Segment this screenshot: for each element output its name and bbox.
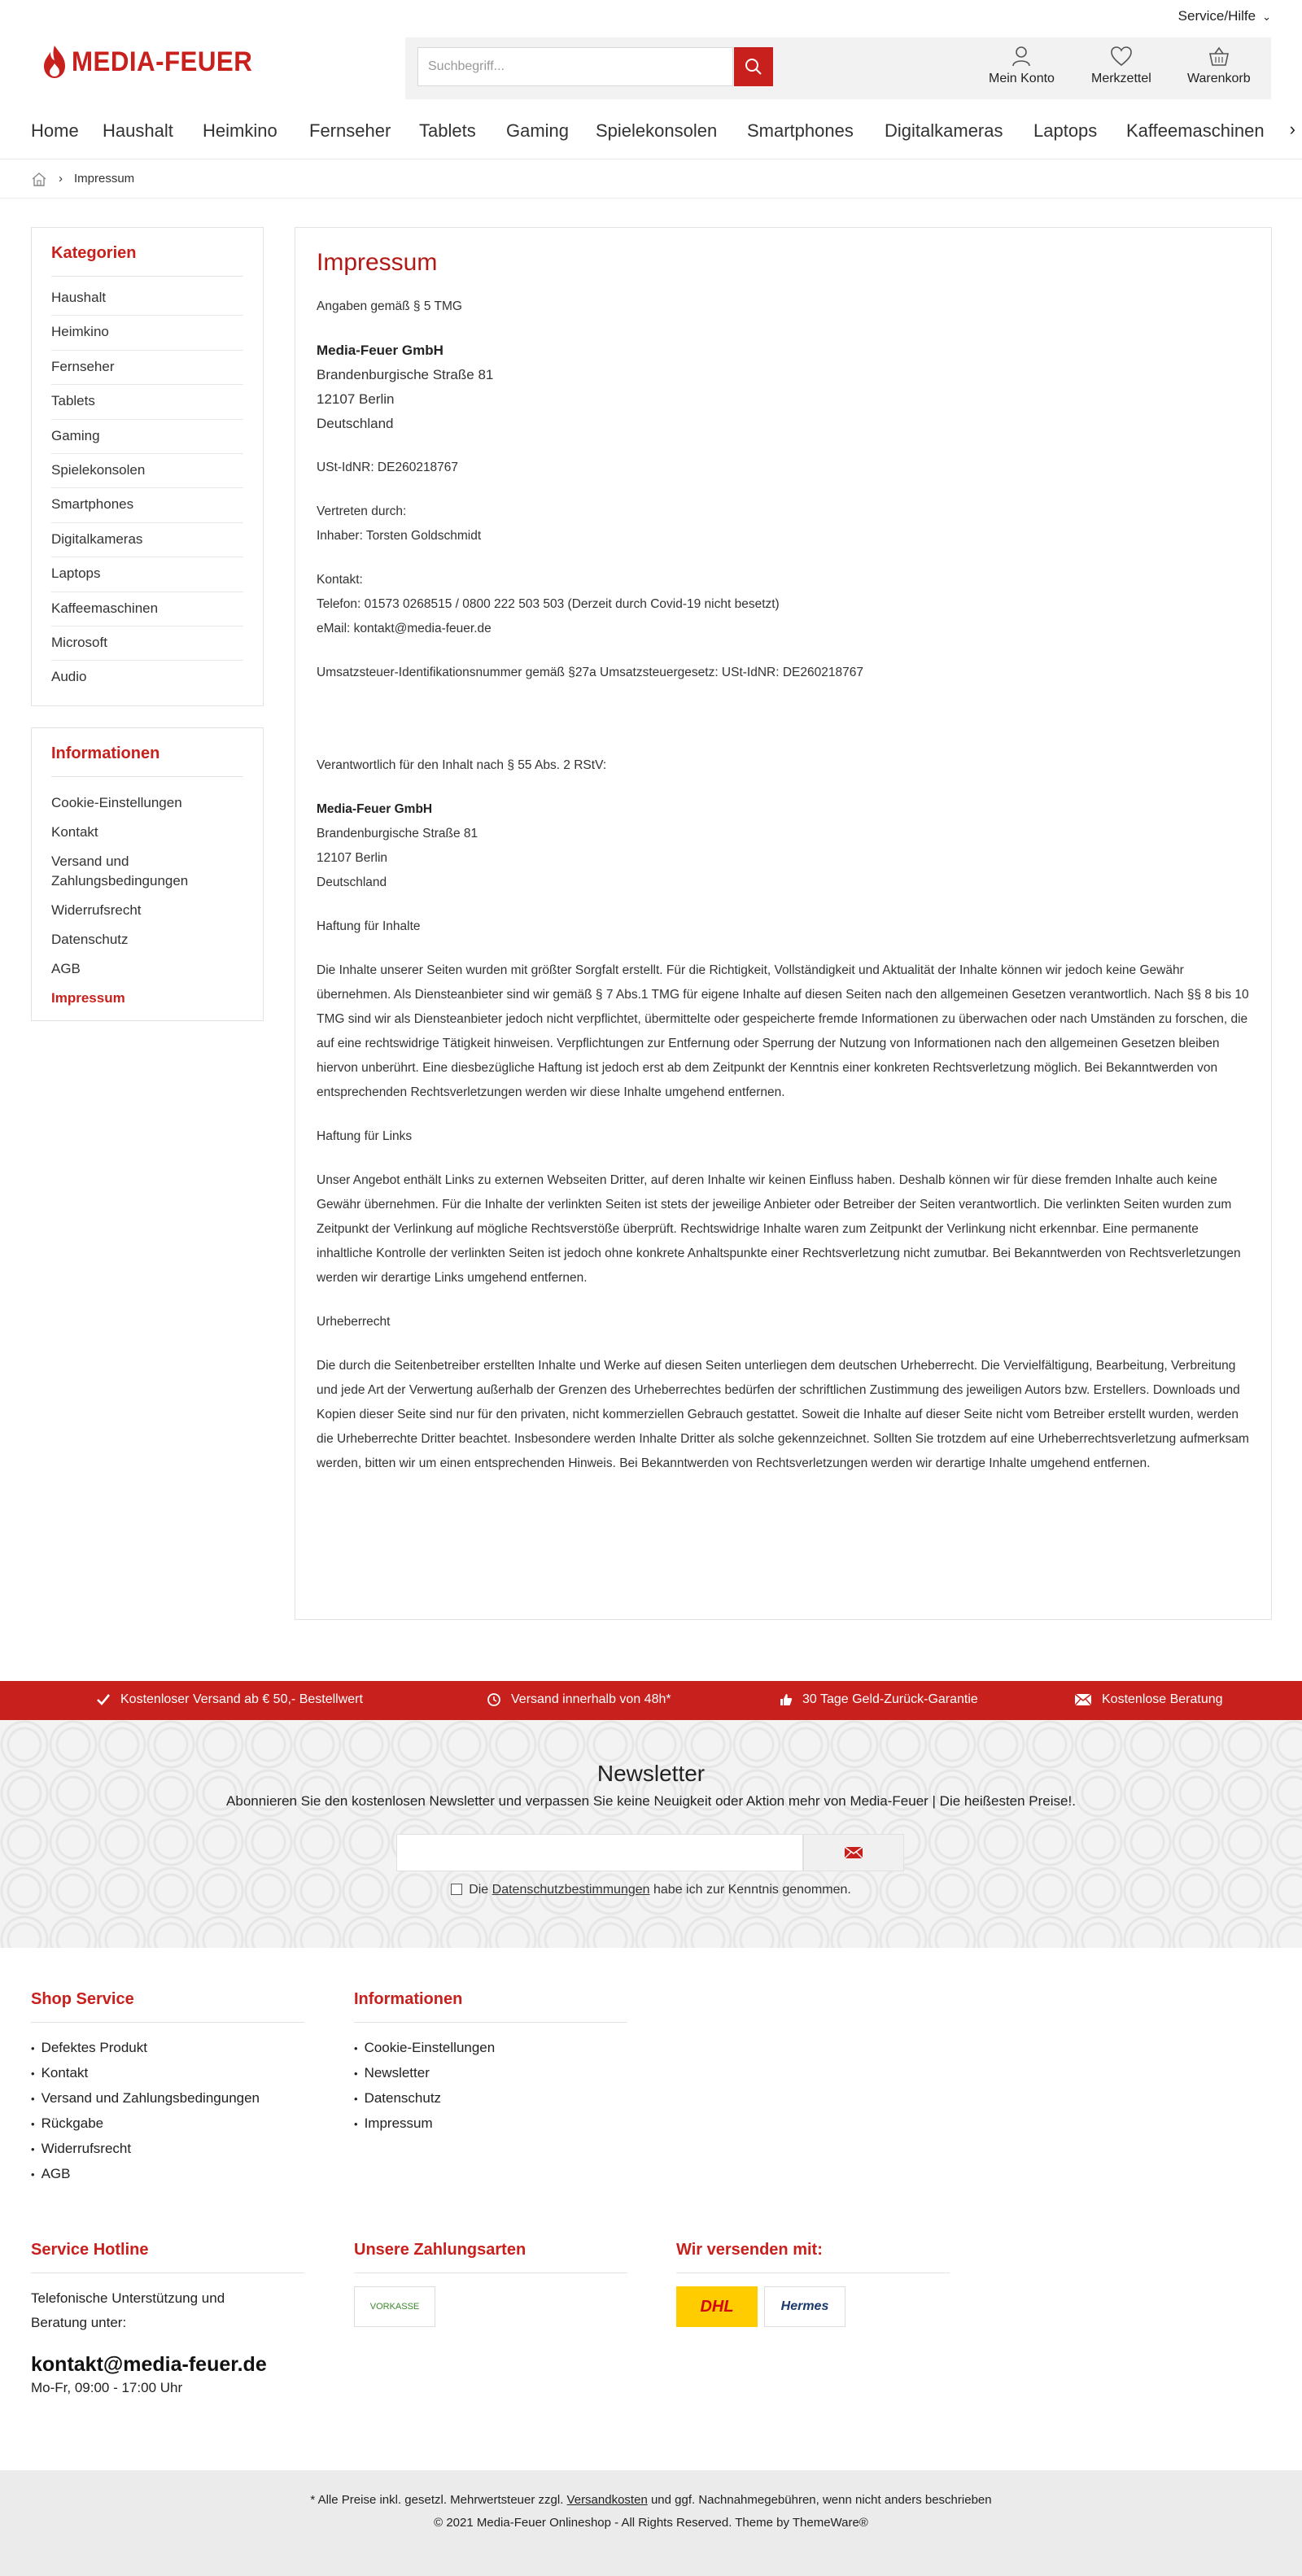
privacy-link[interactable]: Datenschutzbestimmungen xyxy=(492,1883,650,1897)
nav-item-smartphones[interactable]: Smartphones xyxy=(747,120,854,141)
usp-item-delivery xyxy=(487,1692,671,1707)
sidebar-item-digitalkameras[interactable]: Digitalkameras xyxy=(51,523,243,557)
sidebar-item-cookie[interactable]: Cookie-Einstellungen xyxy=(51,795,182,810)
main-nav xyxy=(0,103,1302,159)
footer-link-defektes-produkt[interactable]: • Defektes Produkt xyxy=(31,2036,304,2061)
footer-link-versand[interactable]: • Versand und Zahlungsbedingungen xyxy=(31,2086,304,2111)
categories-title: Kategorien xyxy=(51,244,243,277)
footer-link-datenschutz[interactable]: • Datenschutz xyxy=(354,2086,627,2111)
hotline-hours: Mo-Fr, 09:00 - 17:00 Uhr xyxy=(31,2380,183,2395)
text-haftung-inhalte: Die Inhalte unserer Seiten wurden mit größter Sorgfalt erstellt. Für die Richtigkeit, Vollständigkeit und Aktualität der Inhalte können wir jedoch keine Gewähr übernehmen. Als Diensteanbieter sind wir gemäß § 7 Abs.1 TMG für eigene Inhalte auf diesen Seiten nach den allgemeinen Gesetzen verantwortlich. Nach §§ 8 bis 10 TMG sind wir als Diensteanbieter jedoch nicht verpflichtet, übermittelte oder gespeicherte fremde Informationen zu überwachen oder nach Umständen zu forschen, die auf eine rechtswidrige Tätigkeit hinweisen. Verpflichtungen zur Entfernung oder Sperrung der Nutzung von Informationen nach den allgemeinen Gesetzen bleiben hiervon unberührt. Eine diesbezügliche Haftung ist jedoch erst ab dem Zeitpunkt der Kenntnis einer konkreten Rechtsverletzung möglich. Bei Bekanntwerden von entsprechenden Rechtsverletzungen werden wir diese Inhalte umgehend entfernen. xyxy=(317,963,1249,1099)
footer-shop-service xyxy=(31,1990,304,2187)
dhl-logo: DHL xyxy=(676,2286,758,2327)
usp-item-consulting xyxy=(1074,1692,1223,1707)
flame-logo-icon xyxy=(41,44,68,80)
nav-item-heimkino[interactable]: Heimkino xyxy=(203,120,277,141)
contact-phone: Telefon: 01573 0268515 / 0800 222 503 503 (Derzeit durch Covid-19 nicht besetzt) xyxy=(317,597,780,611)
ust-id: USt-IdNR: DE260218767 xyxy=(317,461,459,474)
nav-item-home[interactable]: Home xyxy=(31,120,79,141)
user-icon xyxy=(1011,46,1031,67)
sidebar-item-fernseher[interactable]: Fernseher xyxy=(51,351,243,385)
thumbs-up-icon xyxy=(780,1693,793,1706)
company-city: 12107 Berlin xyxy=(317,391,395,407)
service-label: Service/Hilfe xyxy=(1177,8,1256,24)
newsletter-submit-button[interactable] xyxy=(803,1834,904,1871)
privacy-consent xyxy=(0,1883,1302,1897)
text-haftung-links: Unser Angebot enthält Links zu externen Webseiten Dritter, auf deren Inhalte wir keinen Einfluss haben. Deshalb können wir für diese fremden Inhalte auch keine Gewähr übernehmen. Für die Inhalte der verlinkten Seiten ist stets der jeweilige Anbieter oder Betreiber der Seiten verantwortlich. Die verlinkten Seiten wurden zum Zeitpunkt der Verlinkung auf mögliche Rechtsverstöße überprüft. Rechtswidrige Inhalte waren zum Zeitpunkt der Verlinkung nicht erkennbar. Eine permanente inhaltliche Kontrolle der verlinkten Seiten ist jedoch ohne konkrete Anhaltspunkte einer Rechtsverletzung nicht zumutbar. Bei Bekanntwerden von Rechtsverletzungen werden wir derartige Links umgehend entfernen. xyxy=(317,1173,1241,1285)
footer-info-title: Informationen xyxy=(354,1990,627,2023)
info-title: Informationen xyxy=(51,744,243,777)
sidebar-item-spielekonsolen[interactable]: Spielekonsolen xyxy=(51,454,243,488)
nav-item-gaming[interactable]: Gaming xyxy=(506,120,570,141)
footer-payment xyxy=(354,2241,627,2327)
hotline-email[interactable]: kontakt@media-feuer.de xyxy=(31,2353,267,2376)
nav-item-tablets[interactable]: Tablets xyxy=(419,120,476,141)
resp-label: Verantwortlich für den Inhalt nach § 55 Abs. 2 RStV: xyxy=(317,758,607,772)
logo[interactable] xyxy=(41,44,269,80)
newsletter-email-input[interactable] xyxy=(396,1834,803,1871)
text-urheberrecht: Die durch die Seitenbetreiber erstellten Inhalte und Werke auf diesen Seiten unterliegen dem deutschen Urheberrecht. Die Vervielfältigung, Bearbeitung, Verbreitung und jede Art der Verwertung außerhalb der Grenzen des Urheberrechtes bedürfen der schriftlichen Zustimmung des jeweiligen Autors bzw. Erstellers. Downloads und Kopien dieser Seite sind nur für den privaten, nicht kommerziellen Gebrauch gestattet. Soweit die Inhalte auf dieser Seite nicht vom Betreiber erstellt wurden, werden die Urheberrechte Dritter beachtet. Insbesondere werden Inhalte Dritter als solche gekennzeichnet. Sollten Sie trotzdem auf eine Urheberrechtsverletzung aufmerksam werden, bitten wir um einen entsprechenden Hinweis. Bei Bekanntwerden von Rechtsverletzungen werden wir derartige Inhalte umgehend entfernen. xyxy=(317,1359,1249,1470)
nav-item-laptops[interactable]: Laptops xyxy=(1033,120,1098,141)
brand-name: MEDIA-FEUER xyxy=(72,46,253,77)
account-label: Mein Konto xyxy=(989,72,1055,85)
topbar xyxy=(0,0,1302,33)
usp-label: Versand innerhalb von 48h* xyxy=(511,1692,671,1706)
account-button[interactable] xyxy=(989,46,1055,86)
chevron-down-icon: ⌄ xyxy=(1262,11,1271,23)
tmg-text: Angaben gemäß § 5 TMG xyxy=(317,299,462,313)
sidebar-item-audio[interactable]: Audio xyxy=(51,669,87,685)
sidebar-item-kaffeemaschinen[interactable]: Kaffeemaschinen xyxy=(51,592,243,627)
wishlist-label: Merkzettel xyxy=(1091,72,1151,85)
nav-item-fernseher[interactable]: Fernseher xyxy=(309,120,391,141)
hermes-logo: Hermes xyxy=(764,2286,845,2327)
search-icon xyxy=(745,58,762,76)
breadcrumb-current: Impressum xyxy=(74,172,135,186)
footer-link-newsletter[interactable]: • Newsletter xyxy=(354,2061,627,2086)
sidebar-categories xyxy=(31,227,264,706)
clock-icon xyxy=(487,1692,501,1707)
legal-post: und ggf. Nachnahmegebühren, wenn nicht anders beschrieben xyxy=(650,2493,992,2507)
chevron-right-icon[interactable]: › xyxy=(1289,119,1295,139)
wishlist-button[interactable] xyxy=(1091,46,1151,86)
footer-informationen xyxy=(354,1990,627,2137)
heading-haftung-inhalte: Haftung für Inhalte xyxy=(317,919,421,933)
usp-label: Kostenloser Versand ab € 50,- Bestellwert xyxy=(120,1692,363,1706)
sidebar-item-widerrufsrecht[interactable]: Widerrufsrecht xyxy=(51,902,142,918)
resp-city: 12107 Berlin xyxy=(317,851,388,865)
nav-item-spielekonsolen[interactable]: Spielekonsolen xyxy=(596,120,718,141)
shipping-title: Wir versenden mit: xyxy=(676,2241,950,2273)
contact-email: eMail: kontakt@media-feuer.de xyxy=(317,622,492,635)
impressum-content xyxy=(295,227,1272,1620)
payment-vorkasse-badge: VORKASSE xyxy=(354,2286,435,2327)
resp-company: Media-Feuer GmbH xyxy=(317,802,433,816)
footer-link-widerrufsrecht[interactable]: • Widerrufsrecht xyxy=(31,2137,304,2162)
footer-link-impressum[interactable]: • Impressum xyxy=(354,2111,627,2137)
heart-icon xyxy=(1110,46,1133,67)
search-area xyxy=(405,37,1271,99)
header xyxy=(0,33,1302,103)
nav-item-digitalkameras[interactable]: Digitalkameras xyxy=(885,120,1003,141)
rep-name: Inhaber: Torsten Goldschmidt xyxy=(317,529,482,543)
sidebar-item-laptops[interactable]: Laptops xyxy=(51,557,243,592)
heading-urheberrecht: Urheberrecht xyxy=(317,1315,391,1329)
consent-pre: Die xyxy=(469,1883,489,1897)
footer-link-agb[interactable]: • AGB xyxy=(31,2162,304,2187)
sidebar-item-heimkino[interactable]: Heimkino xyxy=(51,316,243,350)
sidebar-item-datenschutz[interactable]: Datenschutz xyxy=(51,932,129,947)
footer-link-cookie[interactable]: • Cookie-Einstellungen xyxy=(354,2036,627,2061)
footer-hotline xyxy=(31,2241,304,2396)
resp-street: Brandenburgische Straße 81 xyxy=(317,827,478,840)
shipping-costs-link[interactable]: Versandkosten xyxy=(566,2493,648,2507)
shop-service-title: Shop Service xyxy=(31,1990,304,2023)
newsletter-subtitle: Abonnieren Sie den kostenlosen Newsletter und verpassen Sie keine Neuigkeit oder Aktion mehr von Media-Feuer | Die heißesten Preise!. xyxy=(226,1793,1076,1809)
breadcrumb xyxy=(0,159,1302,199)
sidebar-item-versand[interactable]: Versand und Zahlungsbedingungen xyxy=(51,854,189,889)
usp-item-guarantee xyxy=(780,1692,978,1707)
legal-pre: * Alle Preise inkl. gesetzl. Mehrwertsteuer zzgl. xyxy=(310,2493,564,2507)
rep-label: Vertreten durch: xyxy=(317,504,407,518)
payment-title: Unsere Zahlungsarten xyxy=(354,2241,627,2273)
newsletter-title: Newsletter xyxy=(596,1761,706,1786)
basket-icon xyxy=(1208,46,1230,67)
consent-post: habe ich zur Kenntnis genommen. xyxy=(653,1883,851,1897)
sidebar-informationen xyxy=(31,727,264,1021)
footer-link-rueckgabe[interactable]: • Rückgabe xyxy=(31,2111,304,2137)
cart-button[interactable] xyxy=(1187,46,1251,86)
home-icon[interactable] xyxy=(31,172,47,186)
resp-country: Deutschland xyxy=(317,875,387,889)
sidebar-item-kontakt[interactable]: Kontakt xyxy=(51,824,98,840)
breadcrumb-separator-icon: › xyxy=(59,172,63,186)
check-icon xyxy=(96,1693,111,1706)
envelope-icon xyxy=(844,1846,863,1859)
footer-shipping xyxy=(676,2241,950,2327)
search-button[interactable] xyxy=(734,47,773,86)
hotline-text: Telefonische Unterstützung und Beratung unter: xyxy=(31,2290,225,2330)
usp-label: 30 Tage Geld-Zurück-Garantie xyxy=(802,1692,978,1706)
heading-haftung-links: Haftung für Links xyxy=(317,1129,413,1143)
page-title: Impressum xyxy=(317,249,438,276)
ust-full: Umsatzsteuer-Identifikationsnummer gemäß §27a Umsatzsteuergesetz: USt-IdNR: DE260218767 xyxy=(317,666,863,679)
newsletter-section xyxy=(0,1720,1302,1948)
nav-item-haushalt[interactable]: Haushalt xyxy=(103,120,173,141)
legal-bar xyxy=(0,2470,1302,2576)
privacy-checkbox[interactable] xyxy=(451,1884,462,1895)
copyright: © 2021 Media-Feuer Onlineshop - All Rights Reserved. Theme by ThemeWare® xyxy=(434,2516,868,2530)
sidebar-item-tablets[interactable]: Tablets xyxy=(51,385,243,419)
nav-item-kaffeemaschinen[interactable]: Kaffeemaschinen xyxy=(1126,120,1265,141)
footer-link-kontakt[interactable]: • Kontakt xyxy=(31,2061,304,2086)
usp-label: Kostenlose Beratung xyxy=(1102,1692,1223,1706)
search-input[interactable] xyxy=(417,47,733,86)
company-street: Brandenburgische Straße 81 xyxy=(317,367,494,382)
contact-label: Kontakt: xyxy=(317,573,363,587)
company-name: Media-Feuer GmbH xyxy=(317,343,443,358)
sidebar-item-gaming[interactable]: Gaming xyxy=(51,420,243,454)
legal-notice xyxy=(0,2493,1302,2507)
sidebar-item-haushalt[interactable]: Haushalt xyxy=(51,282,243,316)
envelope-icon xyxy=(1074,1693,1092,1706)
company-country: Deutschland xyxy=(317,416,394,431)
service-menu[interactable] xyxy=(1178,8,1271,24)
sidebar-item-microsoft[interactable]: Microsoft xyxy=(51,627,243,661)
usp-item-shipping xyxy=(96,1692,363,1707)
sidebar-item-smartphones[interactable]: Smartphones xyxy=(51,488,243,522)
usp-bar xyxy=(0,1681,1302,1720)
hotline-title: Service Hotline xyxy=(31,2241,304,2273)
sidebar-item-agb[interactable]: AGB xyxy=(51,961,81,976)
cart-label: Warenkorb xyxy=(1187,72,1251,85)
sidebar-item-impressum[interactable]: Impressum xyxy=(51,990,125,1006)
